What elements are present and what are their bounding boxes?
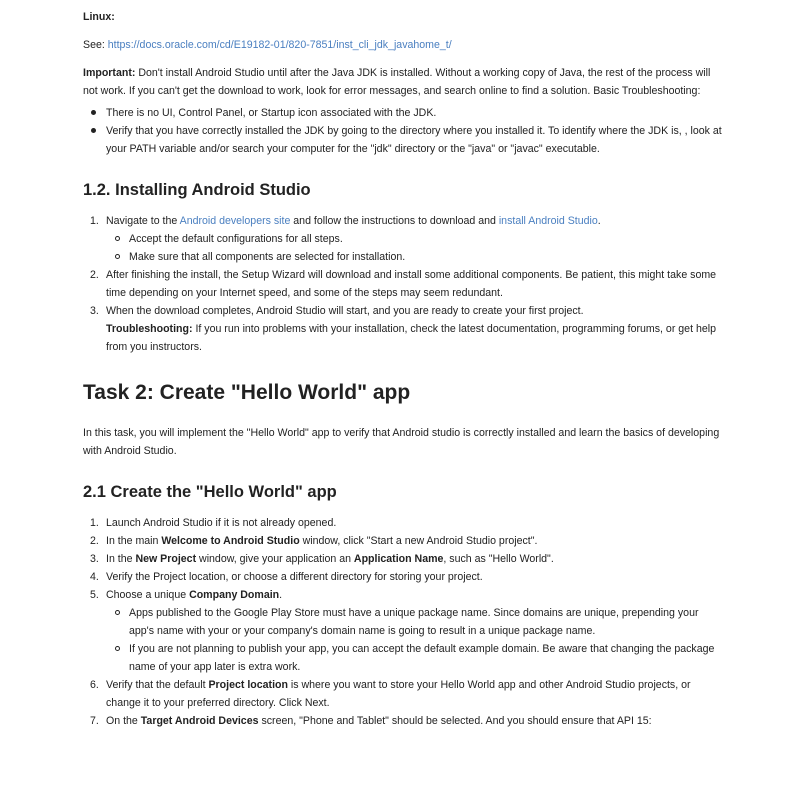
troubleshooting-label: Troubleshooting: <box>106 323 193 335</box>
oracle-docs-link[interactable]: https://docs.oracle.com/cd/E19182-01/820-7851/inst_cli_jdk_javahome_t/ <box>107 39 452 51</box>
step-text: Navigate to the <box>106 215 180 227</box>
step-text: In the main <box>106 535 162 547</box>
hw-step-2 <box>83 532 723 550</box>
install-step-3 <box>83 302 723 356</box>
step-text: , such as "Hello World". <box>443 553 554 565</box>
step-number: 4. <box>90 571 99 583</box>
step-text: Verify the Project location, or choose a different directory for storing your project. <box>106 571 483 583</box>
linux-heading: Linux: <box>83 11 115 23</box>
hw-step-6 <box>83 676 723 712</box>
step-number: 5. <box>90 589 99 601</box>
step-number: 2. <box>90 535 99 547</box>
android-developers-link[interactable]: Android developers site <box>179 215 291 227</box>
section-heading-2-1: 2.1 Create the "Hello World" app <box>83 483 337 501</box>
step-number: 1. <box>90 517 99 529</box>
step-bold: Company Domain <box>189 589 280 601</box>
hw-step-7 <box>83 712 723 730</box>
sub-item: If you are not planning to publish your app, you can accept the default example domain. Be aware that changing the package name of your app later is extra work. <box>106 640 723 676</box>
step-number: 6. <box>90 679 99 691</box>
hw-step-4 <box>83 568 723 586</box>
troubleshooting-list <box>83 104 723 158</box>
hello-world-steps <box>83 514 723 730</box>
install-step-2 <box>83 266 723 302</box>
see-prefix: See: <box>83 39 108 51</box>
step-number: 3. <box>90 553 99 565</box>
section-heading-1-2: 1.2. Installing Android Studio <box>83 181 311 199</box>
step-bold: New Project <box>135 553 197 565</box>
sub-item: Accept the default configurations for all steps. <box>106 230 723 248</box>
step-bold: Welcome to Android Studio <box>161 535 300 547</box>
troubleshooting-text: If you run into problems with your installation, check the latest documentation, programming forums, or get help from you instructors. <box>106 323 716 353</box>
step-bold: Project location <box>208 679 288 691</box>
document-page <box>83 8 723 730</box>
install-step-1 <box>83 212 723 266</box>
sub-list <box>106 604 723 676</box>
important-label: Important: <box>83 67 136 79</box>
step-number: 2. <box>90 269 99 281</box>
step-text: window, give your application an <box>196 553 354 565</box>
list-item: There is no UI, Control Panel, or Startup icon associated with the JDK. <box>83 104 723 122</box>
step-text: Launch Android Studio if it is not already opened. <box>106 517 337 529</box>
step-text: When the download completes, Android Studio will start, and you are ready to create your first project. <box>106 305 584 317</box>
important-text: Don't install Android Studio until after the Java JDK is installed. Without a working copy of Java, the rest of the process will not work. If you can't get the download to work, look for error messages, and search online to find a solution. Basic Troubleshooting: <box>83 67 711 97</box>
step-number: 7. <box>90 715 99 727</box>
linux-see-line <box>83 36 723 54</box>
sub-item: Apps published to the Google Play Store must have a unique package name. Since domains are unique, prepending your app's name with your or your company's domain name is going to result in a unique package name. <box>106 604 723 640</box>
step-text: and follow the instructions to download and <box>290 215 499 227</box>
step-text: . <box>279 589 283 601</box>
install-steps <box>83 212 723 356</box>
step-text: is where you want to store your Hello World app and other Android Studio projects, or change it to your preferred directory. Click Next. <box>106 679 691 709</box>
task-2-heading: Task 2: Create "Hello World" app <box>83 381 411 404</box>
step-text: screen, "Phone and Tablet" should be selected. And you should ensure that API 15: <box>258 715 652 727</box>
step-text: On the <box>106 715 141 727</box>
important-paragraph <box>83 64 723 100</box>
list-item: Verify that you have correctly installed the JDK by going to the directory where you installed it. To identify where the JDK is, , look at your PATH variable and/or search your computer for the "jdk" directory or the "java" or "javac" executable. <box>83 122 723 158</box>
hw-step-5 <box>83 586 723 676</box>
step-number: 3. <box>90 305 99 317</box>
step-bold: Target Android Devices <box>140 715 259 727</box>
step-text: window, click "Start a new Android Studio project". <box>299 535 538 547</box>
step-text: In the <box>106 553 136 565</box>
sub-list <box>106 230 723 266</box>
step-text: . <box>597 215 601 227</box>
hw-step-3 <box>83 550 723 568</box>
step-number: 1. <box>90 215 99 227</box>
task-2-intro: In this task, you will implement the "Hello World" app to verify that Android studio is correctly installed and learn the basics of developing with Android Studio. <box>83 427 720 457</box>
sub-item: Make sure that all components are selected for installation. <box>106 248 723 266</box>
install-android-studio-link[interactable]: install Android Studio <box>498 215 598 227</box>
step-text: Choose a unique <box>106 589 190 601</box>
step-text: Verify that the default <box>106 679 209 691</box>
step-bold: Application Name <box>353 553 444 565</box>
step-text: After finishing the install, the Setup Wizard will download and install some additional components. Be patient, this might take some time depending on your Internet speed, and some of the steps may seem redundant. <box>106 269 717 299</box>
hw-step-1 <box>83 514 723 532</box>
